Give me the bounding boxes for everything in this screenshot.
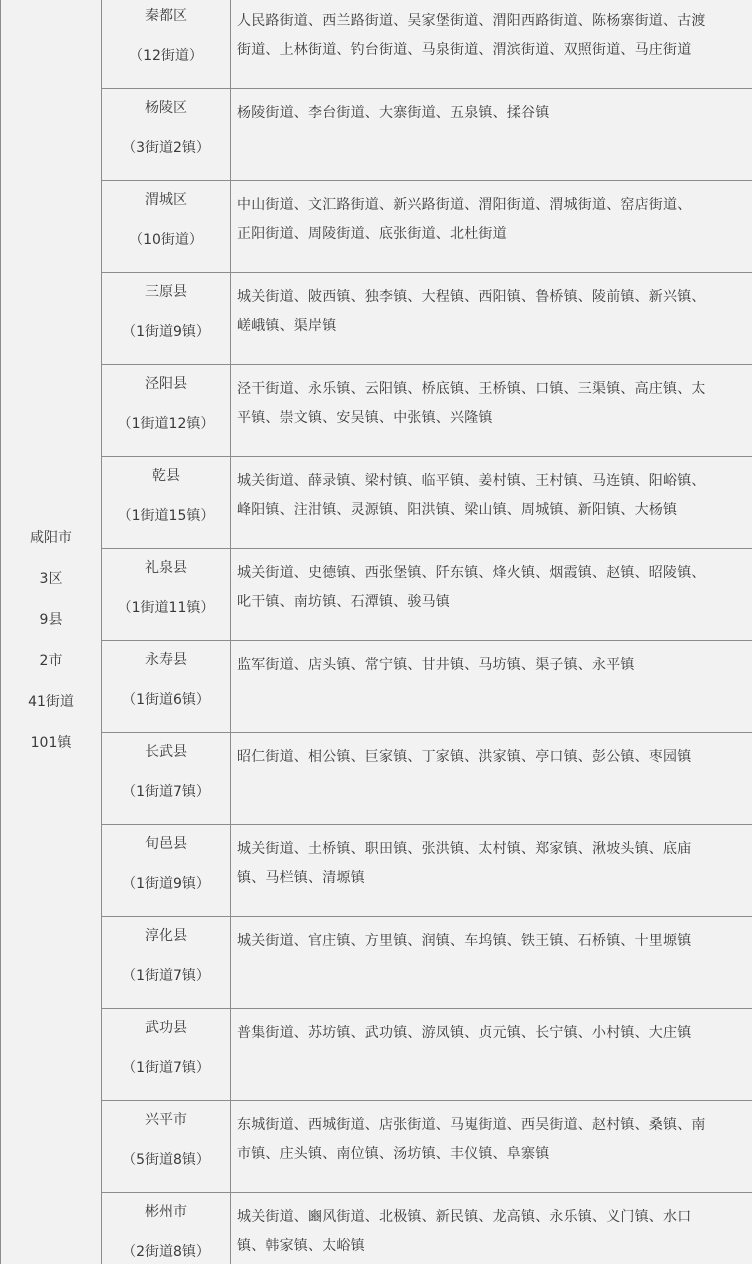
county-name: 兴平市: [145, 1112, 187, 1128]
county-count: （1街道7镇）: [122, 1060, 210, 1076]
towns-line: 嵯峨镇、渠岸镇: [237, 318, 337, 334]
county-name: 武功县: [145, 1020, 187, 1036]
towns-cell: [231, 917, 752, 1009]
towns-cell: [231, 181, 752, 273]
county-name: 泾阳县: [145, 376, 187, 392]
county-count: （10街道）: [129, 232, 203, 248]
towns-line: 平镇、崇文镇、安吴镇、中张镇、兴隆镇: [237, 410, 493, 426]
table-row: [1, 0, 752, 89]
towns-cell: [231, 273, 752, 365]
county-name: 三原县: [145, 284, 187, 300]
county-count: （1街道9镇）: [122, 876, 210, 892]
county-count: （1街道6镇）: [122, 692, 210, 708]
county-count: （1街道7镇）: [122, 784, 210, 800]
towns-line: 杨陵街道、李台街道、大寨街道、五泉镇、揉谷镇: [237, 105, 550, 121]
towns-line: 城关街道、薛录镇、梁村镇、临平镇、姜村镇、王村镇、马连镇、阳峪镇、: [237, 473, 706, 489]
towns-cell: [231, 1193, 752, 1264]
county-cell: [102, 365, 231, 457]
towns-cell: [231, 641, 752, 733]
county-cell: [102, 89, 231, 181]
county-name: 渭城区: [145, 192, 187, 208]
table-row: [1, 917, 752, 1009]
towns-line: 人民路街道、西兰路街道、吴家堡街道、渭阳西路街道、陈杨寨街道、古渡: [237, 13, 706, 29]
county-cell: [102, 1193, 231, 1264]
towns-line: 镇、马栏镇、清塬镇: [237, 870, 365, 886]
towns-cell: [231, 733, 752, 825]
county-count: （1街道7镇）: [122, 968, 210, 984]
towns-line: 东城街道、西城街道、店张街道、马嵬街道、西吴街道、赵村镇、桑镇、南: [237, 1117, 706, 1133]
county-cell: [102, 641, 231, 733]
table-row: [1, 89, 752, 181]
table-row: [1, 273, 752, 365]
city-counties: 9县: [39, 611, 63, 628]
towns-cell: [231, 1101, 752, 1193]
county-cell: [102, 733, 231, 825]
city-districts: 3区: [39, 570, 63, 587]
towns-line: 城关街道、官庄镇、方里镇、润镇、车坞镇、铁王镇、石桥镇、十里塬镇: [237, 933, 692, 949]
county-name: 旬邑县: [145, 836, 187, 852]
county-count: （3街道2镇）: [122, 140, 210, 156]
towns-line: 市镇、庄头镇、南位镇、汤坊镇、丰仪镇、阜寨镇: [237, 1146, 550, 1162]
towns-cell: [231, 1009, 752, 1101]
county-count: （5街道8镇）: [122, 1152, 210, 1168]
towns-line: 峰阳镇、注泔镇、灵源镇、阳洪镇、梁山镇、周城镇、新阳镇、大杨镇: [237, 502, 678, 518]
table-row: [1, 365, 752, 457]
towns-cell: [231, 0, 752, 89]
table-body: [1, 0, 752, 1264]
county-cell: [102, 457, 231, 549]
table-row: [1, 825, 752, 917]
towns-line: 城关街道、陂西镇、独李镇、大程镇、西阳镇、鲁桥镇、陵前镇、新兴镇、: [237, 289, 706, 305]
towns-line: 监军街道、店头镇、常宁镇、甘井镇、马坊镇、渠子镇、永平镇: [237, 657, 635, 673]
towns-line: 城关街道、土桥镇、职田镇、张洪镇、太村镇、郑家镇、湫坡头镇、底庙: [237, 841, 692, 857]
towns-line: 普集街道、苏坊镇、武功镇、游凤镇、贞元镇、长宁镇、小村镇、大庄镇: [237, 1025, 692, 1041]
county-count: （2街道8镇）: [122, 1244, 210, 1260]
county-name: 礼泉县: [145, 560, 187, 576]
towns-line: 中山街道、文汇路街道、新兴路街道、渭阳街道、渭城街道、窑店街道、: [237, 197, 692, 213]
county-cell: [102, 825, 231, 917]
towns-line: 昭仁街道、相公镇、巨家镇、丁家镇、洪家镇、亭口镇、彭公镇、枣园镇: [237, 749, 692, 765]
table-row: [1, 549, 752, 641]
table-row: [1, 733, 752, 825]
county-count: （1街道12镇）: [117, 416, 215, 432]
towns-line: 镇、韩家镇、太峪镇: [237, 1238, 365, 1254]
city-cities: 2市: [39, 652, 63, 669]
county-cell: [102, 549, 231, 641]
county-name: 乾县: [152, 468, 180, 484]
county-cell: [102, 0, 231, 89]
table-row: [1, 641, 752, 733]
city-name: 咸阳市: [30, 529, 72, 546]
table-row: [1, 1193, 752, 1264]
county-cell: [102, 273, 231, 365]
county-count: （1街道9镇）: [122, 324, 210, 340]
city-subdistricts: 41街道: [28, 693, 74, 710]
county-name: 杨陵区: [145, 100, 187, 116]
towns-line: 街道、上林街道、钓台街道、马泉街道、渭滨街道、双照街道、马庄街道: [237, 42, 692, 58]
table-row: [1, 457, 752, 549]
county-name: 彬州市: [145, 1204, 187, 1220]
county-cell: [102, 1101, 231, 1193]
table-row: [1, 181, 752, 273]
city-towns: 101镇: [30, 734, 72, 751]
towns-cell: [231, 365, 752, 457]
towns-line: 泾干街道、永乐镇、云阳镇、桥底镇、王桥镇、口镇、三渠镇、高庄镇、太: [237, 381, 706, 397]
county-name: 淳化县: [145, 928, 187, 944]
table-row: [1, 1009, 752, 1101]
county-count: （1街道15镇）: [117, 508, 215, 524]
county-name: 永寿县: [145, 652, 187, 668]
county-name: 秦都区: [145, 8, 187, 24]
towns-cell: [231, 89, 752, 181]
towns-line: 正阳街道、周陵街道、底张街道、北杜街道: [237, 226, 507, 242]
county-name: 长武县: [145, 744, 187, 760]
towns-line: 城关街道、豳风街道、北极镇、新民镇、龙高镇、永乐镇、义门镇、水口: [237, 1209, 692, 1225]
county-count: （1街道11镇）: [117, 600, 215, 616]
towns-cell: [231, 549, 752, 641]
towns-cell: [231, 825, 752, 917]
county-count: （12街道）: [129, 48, 203, 64]
city-cell: [1, 0, 102, 1264]
towns-cell: [231, 457, 752, 549]
towns-line: 城关街道、史德镇、西张堡镇、阡东镇、烽火镇、烟霞镇、赵镇、昭陵镇、: [237, 565, 706, 581]
table-row: [1, 1101, 752, 1193]
county-cell: [102, 1009, 231, 1101]
towns-line: 叱干镇、南坊镇、石潭镇、骏马镇: [237, 594, 450, 610]
county-cell: [102, 917, 231, 1009]
county-cell: [102, 181, 231, 273]
